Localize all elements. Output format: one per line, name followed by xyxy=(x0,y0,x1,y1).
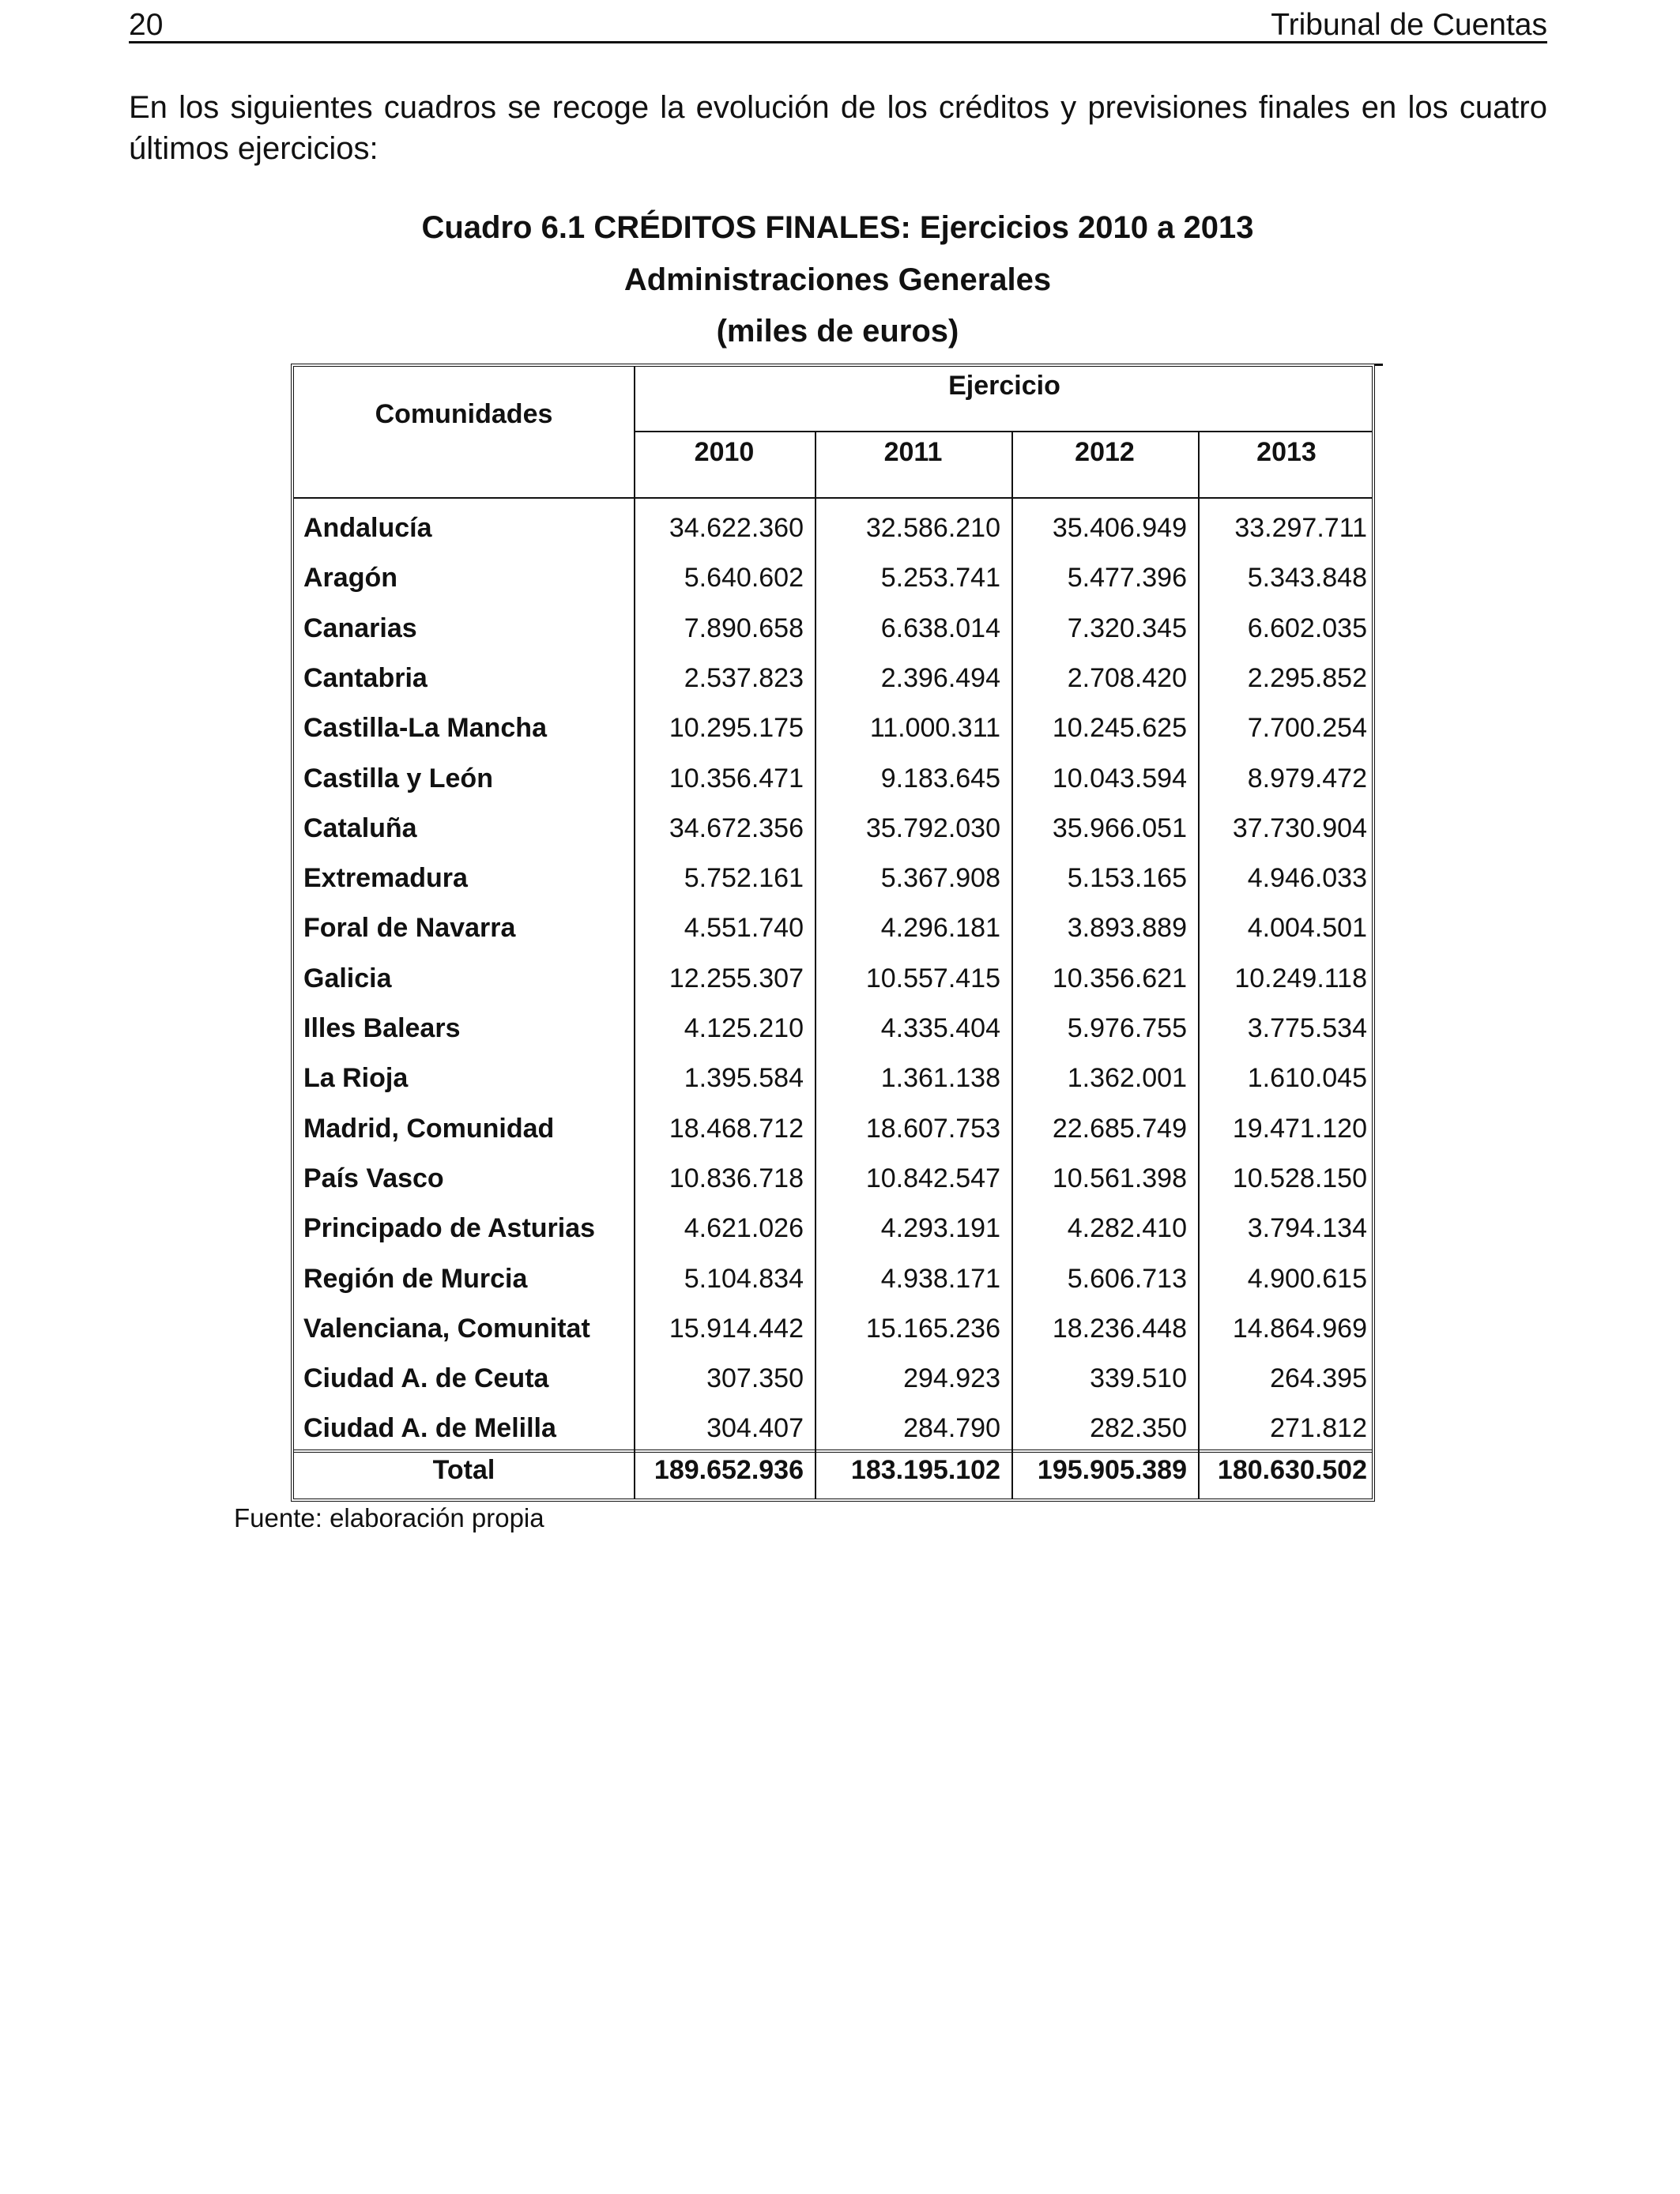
row-value: 10.528.150 xyxy=(1232,1163,1367,1193)
row-value: 5.343.848 xyxy=(1247,563,1367,593)
row-value: 10.356.621 xyxy=(1052,963,1187,993)
row-value: 6.602.035 xyxy=(1247,613,1367,643)
row-value: 1.361.138 xyxy=(880,1063,1000,1093)
row-value: 264.395 xyxy=(1270,1363,1367,1393)
row-value: 339.510 xyxy=(1090,1363,1187,1393)
row-value: 4.293.191 xyxy=(880,1213,1000,1243)
row-value: 10.356.471 xyxy=(669,763,804,794)
row-value: 37.730.904 xyxy=(1232,813,1367,843)
row-label: Ciudad A. de Melilla xyxy=(303,1413,556,1443)
table-title: Cuadro 6.1 CRÉDITOS FINALES: Ejercicios 2010 a 2013 xyxy=(421,210,1254,245)
row-value: 18.468.712 xyxy=(669,1114,804,1144)
row-value: 5.253.741 xyxy=(880,563,1000,593)
row-value: 271.812 xyxy=(1270,1413,1367,1443)
row-value: 5.976.755 xyxy=(1067,1013,1187,1043)
row-value: 2.537.823 xyxy=(684,663,804,693)
column-header-year: 2011 xyxy=(883,437,943,467)
row-value: 4.296.181 xyxy=(880,913,1000,943)
row-label: Aragón xyxy=(303,563,397,593)
row-value: 2.396.494 xyxy=(880,663,1000,693)
row-value: 1.362.001 xyxy=(1067,1063,1187,1093)
row-value: 7.700.254 xyxy=(1247,713,1367,743)
row-label: Galicia xyxy=(303,963,392,993)
row-value: 10.557.415 xyxy=(865,963,1000,993)
table-source-note: Fuente: elaboración propia xyxy=(234,1503,544,1532)
row-value: 4.938.171 xyxy=(880,1264,1000,1294)
total-rule xyxy=(294,1449,1372,1453)
table-units: (miles de euros) xyxy=(716,314,959,349)
row-label: Extremadura xyxy=(303,863,468,893)
publisher-name: Tribunal de Cuentas xyxy=(1271,8,1547,42)
row-value: 294.923 xyxy=(903,1363,1000,1393)
column-header-year: 2012 xyxy=(1075,437,1135,467)
row-label: Foral de Navarra xyxy=(303,913,516,943)
row-value: 10.043.594 xyxy=(1052,763,1187,794)
row-label: Cataluña xyxy=(303,813,417,843)
row-value: 10.842.547 xyxy=(865,1163,1000,1193)
row-value: 5.752.161 xyxy=(684,863,804,893)
row-label: Región de Murcia xyxy=(303,1264,528,1294)
row-label: Ciudad A. de Ceuta xyxy=(303,1363,549,1393)
total-value: 180.630.502 xyxy=(1217,1455,1367,1485)
row-value: 3.794.134 xyxy=(1247,1213,1367,1243)
row-value: 3.893.889 xyxy=(1067,913,1187,943)
total-label: Total xyxy=(432,1455,495,1485)
page-header xyxy=(129,6,1547,43)
row-value: 4.900.615 xyxy=(1247,1264,1367,1294)
row-value: 5.104.834 xyxy=(684,1264,804,1294)
header-group-rule xyxy=(634,431,1372,432)
row-label: Illes Balears xyxy=(303,1013,461,1043)
row-value: 35.406.949 xyxy=(1052,513,1187,543)
row-value: 2.708.420 xyxy=(1067,663,1187,693)
row-value: 9.183.645 xyxy=(880,763,1000,794)
total-value: 195.905.389 xyxy=(1037,1455,1187,1485)
table-subtitle: Administraciones Generales xyxy=(623,262,1052,297)
table-top-rule xyxy=(1375,364,1383,366)
header-bottom-rule xyxy=(294,497,1372,499)
row-label: País Vasco xyxy=(303,1163,444,1193)
row-value: 4.551.740 xyxy=(684,913,804,943)
row-value: 18.236.448 xyxy=(1052,1314,1187,1344)
row-value: 35.966.051 xyxy=(1052,813,1187,843)
row-value: 2.295.852 xyxy=(1247,663,1367,693)
row-label: Principado de Asturias xyxy=(303,1213,596,1243)
column-header-year: 2013 xyxy=(1256,437,1317,467)
row-value: 35.792.030 xyxy=(865,813,1000,843)
row-value: 15.165.236 xyxy=(865,1314,1000,1344)
row-value: 4.946.033 xyxy=(1247,863,1367,893)
row-value: 12.255.307 xyxy=(669,963,804,993)
row-value: 7.320.345 xyxy=(1067,613,1187,643)
row-value: 3.775.534 xyxy=(1247,1013,1367,1043)
row-value: 5.606.713 xyxy=(1067,1264,1187,1294)
row-value: 10.249.118 xyxy=(1234,963,1367,993)
row-value: 6.638.014 xyxy=(880,613,1000,643)
row-label: Canarias xyxy=(303,613,417,643)
row-value: 22.685.749 xyxy=(1052,1114,1187,1144)
row-label: Castilla y León xyxy=(303,763,493,794)
row-value: 4.621.026 xyxy=(684,1213,804,1243)
row-value: 4.282.410 xyxy=(1067,1213,1187,1243)
row-value: 10.836.718 xyxy=(669,1163,804,1193)
row-value: 5.477.396 xyxy=(1067,563,1187,593)
row-value: 5.153.165 xyxy=(1067,863,1187,893)
row-value: 307.350 xyxy=(706,1363,804,1393)
row-value: 4.004.501 xyxy=(1247,913,1367,943)
row-value: 19.471.120 xyxy=(1232,1114,1367,1144)
row-value: 5.640.602 xyxy=(684,563,804,593)
row-value: 1.610.045 xyxy=(1247,1063,1367,1093)
row-value: 1.395.584 xyxy=(684,1063,804,1093)
row-value: 304.407 xyxy=(706,1413,804,1443)
row-value: 4.335.404 xyxy=(880,1013,1000,1043)
row-value: 33.297.711 xyxy=(1234,513,1367,543)
row-label: Castilla-La Mancha xyxy=(303,713,547,743)
total-value: 189.652.936 xyxy=(654,1455,804,1485)
row-value: 18.607.753 xyxy=(865,1114,1000,1144)
row-value: 32.586.210 xyxy=(865,513,1000,543)
row-value: 5.367.908 xyxy=(880,863,1000,893)
row-value: 10.561.398 xyxy=(1052,1163,1187,1193)
intro-paragraph: En los siguientes cuadros se recoge la evolución de los créditos y previsiones finales en los cuatro últimos ejercicios: xyxy=(129,90,1547,166)
column-header-year: 2010 xyxy=(694,437,755,467)
row-value: 10.295.175 xyxy=(669,713,804,743)
row-value: 282.350 xyxy=(1090,1413,1187,1443)
page-number: 20 xyxy=(129,8,164,42)
row-label: Cantabria xyxy=(303,663,428,693)
row-value: 284.790 xyxy=(903,1413,1000,1443)
row-value: 4.125.210 xyxy=(684,1013,804,1043)
row-value: 14.864.969 xyxy=(1232,1314,1367,1344)
row-value: 10.245.625 xyxy=(1052,713,1187,743)
column-header-ejercicio: Ejercicio xyxy=(948,371,1060,401)
row-value: 34.672.356 xyxy=(669,813,804,843)
row-value: 34.622.360 xyxy=(669,513,804,543)
row-value: 15.914.442 xyxy=(669,1314,804,1344)
row-value: 8.979.472 xyxy=(1247,763,1367,794)
row-label: Andalucía xyxy=(303,513,432,543)
row-label: Madrid, Comunidad xyxy=(303,1114,555,1144)
total-value: 183.195.102 xyxy=(850,1455,1000,1485)
row-value: 11.000.311 xyxy=(869,713,1000,743)
row-value: 7.890.658 xyxy=(684,613,804,643)
row-label: Valenciana, Comunitat xyxy=(303,1314,590,1344)
column-header-comunidades: Comunidades xyxy=(375,399,553,429)
credits-table xyxy=(291,364,1375,1502)
row-label: La Rioja xyxy=(303,1063,409,1093)
